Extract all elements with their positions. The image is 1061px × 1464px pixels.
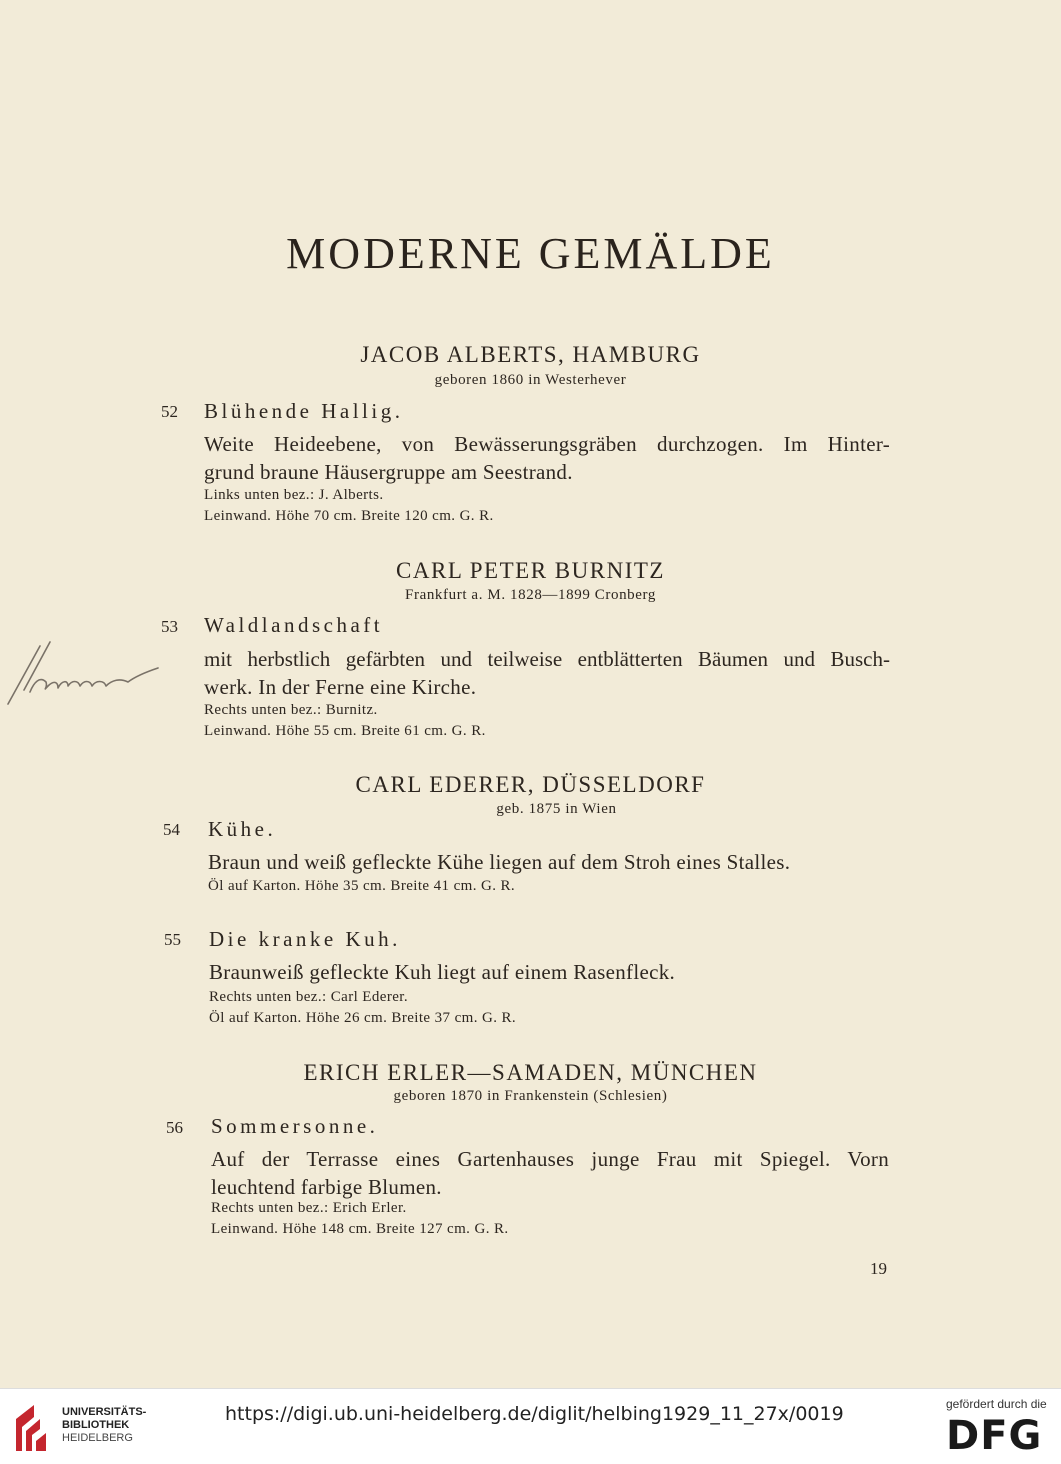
lot-description-line: leuchtend farbige Blumen. [211,1175,442,1199]
lot-description [209,958,869,986]
lot-title: Die kranke Kuh. [209,927,401,951]
lot-medium: Öl auf Karton. Höhe 35 cm. Breite 41 cm. G. R. [208,878,516,894]
lot-medium: Leinwand. Höhe 70 cm. Breite 120 cm. G. R. [204,508,494,524]
lot-description [204,430,890,486]
lot-medium: Öl auf Karton. Höhe 26 cm. Breite 37 cm. G. R. [209,1010,517,1026]
dfg-logo[interactable]: DFG [946,1413,1043,1459]
page-title: MODERNE GEMÄLDE [286,229,775,278]
artist-name: ERICH ERLER—SAMADEN, MÜNCHEN [303,1060,758,1085]
lot-number: 56 [166,1118,183,1137]
artist-name: JACOB ALBERTS, HAMBURG [360,342,701,367]
library-name-line: HEIDELBERG [62,1432,133,1444]
artist-bio: Frankfurt a. M. 1828—1899 Cronberg [405,587,656,603]
lot-description-line: grund braune Häusergruppe am Seestrand. [204,460,573,484]
library-name-line: UNIVERSITÄTS- [62,1406,147,1418]
lot-number: 54 [163,820,180,839]
lot-description-line: Braun und weiß gefleckte Kühe liegen auf dem Stroh eines Stalles. [208,850,791,874]
lot-signature: Rechts unten bez.: Carl Ederer. [209,989,408,1005]
lot-number: 52 [161,402,178,421]
lot-description [208,848,868,876]
lot-medium: Leinwand. Höhe 55 cm. Breite 61 cm. G. R. [204,723,486,739]
lot-signature: Links unten bez.: J. Alberts. [204,487,384,503]
lot-title: Blühende Hallig. [204,399,404,423]
lot-description [211,1145,889,1201]
funding-caption: gefördert durch die [946,1397,1047,1411]
artist-name: CARL EDERER, DÜSSELDORF [355,772,706,797]
artist-name: CARL PETER BURNITZ [396,558,665,583]
lot-title: Sommersonne. [211,1114,379,1138]
lot-title: Waldlandschaft [204,613,384,637]
artist-bio: geb. 1875 in Wien [496,801,617,817]
lot-signature: Rechts unten bez.: Burnitz. [204,702,378,718]
library-name-line: BIBLIOTHEK [62,1419,130,1431]
artist-bio: geboren 1860 in Westerhever [434,372,627,388]
lot-medium: Leinwand. Höhe 148 cm. Breite 127 cm. G. R. [211,1221,509,1237]
lot-description-line: Braunweiß gefleckte Kuh liegt auf einem Rasenfleck. [209,960,676,984]
lot-description [204,645,890,701]
ub-heidelberg-logo-icon[interactable] [12,1401,56,1453]
lot-description-line: mit herbstlich gefärbten und teilweise entblätterten Bäumen und Busch- [204,647,890,671]
lot-description-line: Auf der Terrasse eines Gartenhauses junge Frau mit Spiegel. Vorn [211,1147,889,1171]
lot-description-line: werk. In der Ferne eine Kirche. [204,675,477,699]
page-number: 19 [870,1259,887,1278]
pencil-signature [0,632,170,712]
lot-signature: Rechts unten bez.: Erich Erler. [211,1200,407,1216]
lot-description-line: Weite Heideebene, von Bewässerungsgräben durchzogen. Im Hinter- [204,432,890,456]
lot-title: Kühe. [208,817,277,841]
library-name[interactable] [62,1406,146,1445]
artist-bio: geboren 1870 in Frankenstein (Schlesien) [393,1088,668,1104]
permalink-url[interactable]: https://digi.ub.uni-heidelberg.de/diglit/helbing1929_11_27x/0019 [225,1403,844,1425]
lot-number: 53 [161,617,178,636]
lot-number: 55 [164,930,181,949]
viewer-footer [0,1388,1061,1464]
